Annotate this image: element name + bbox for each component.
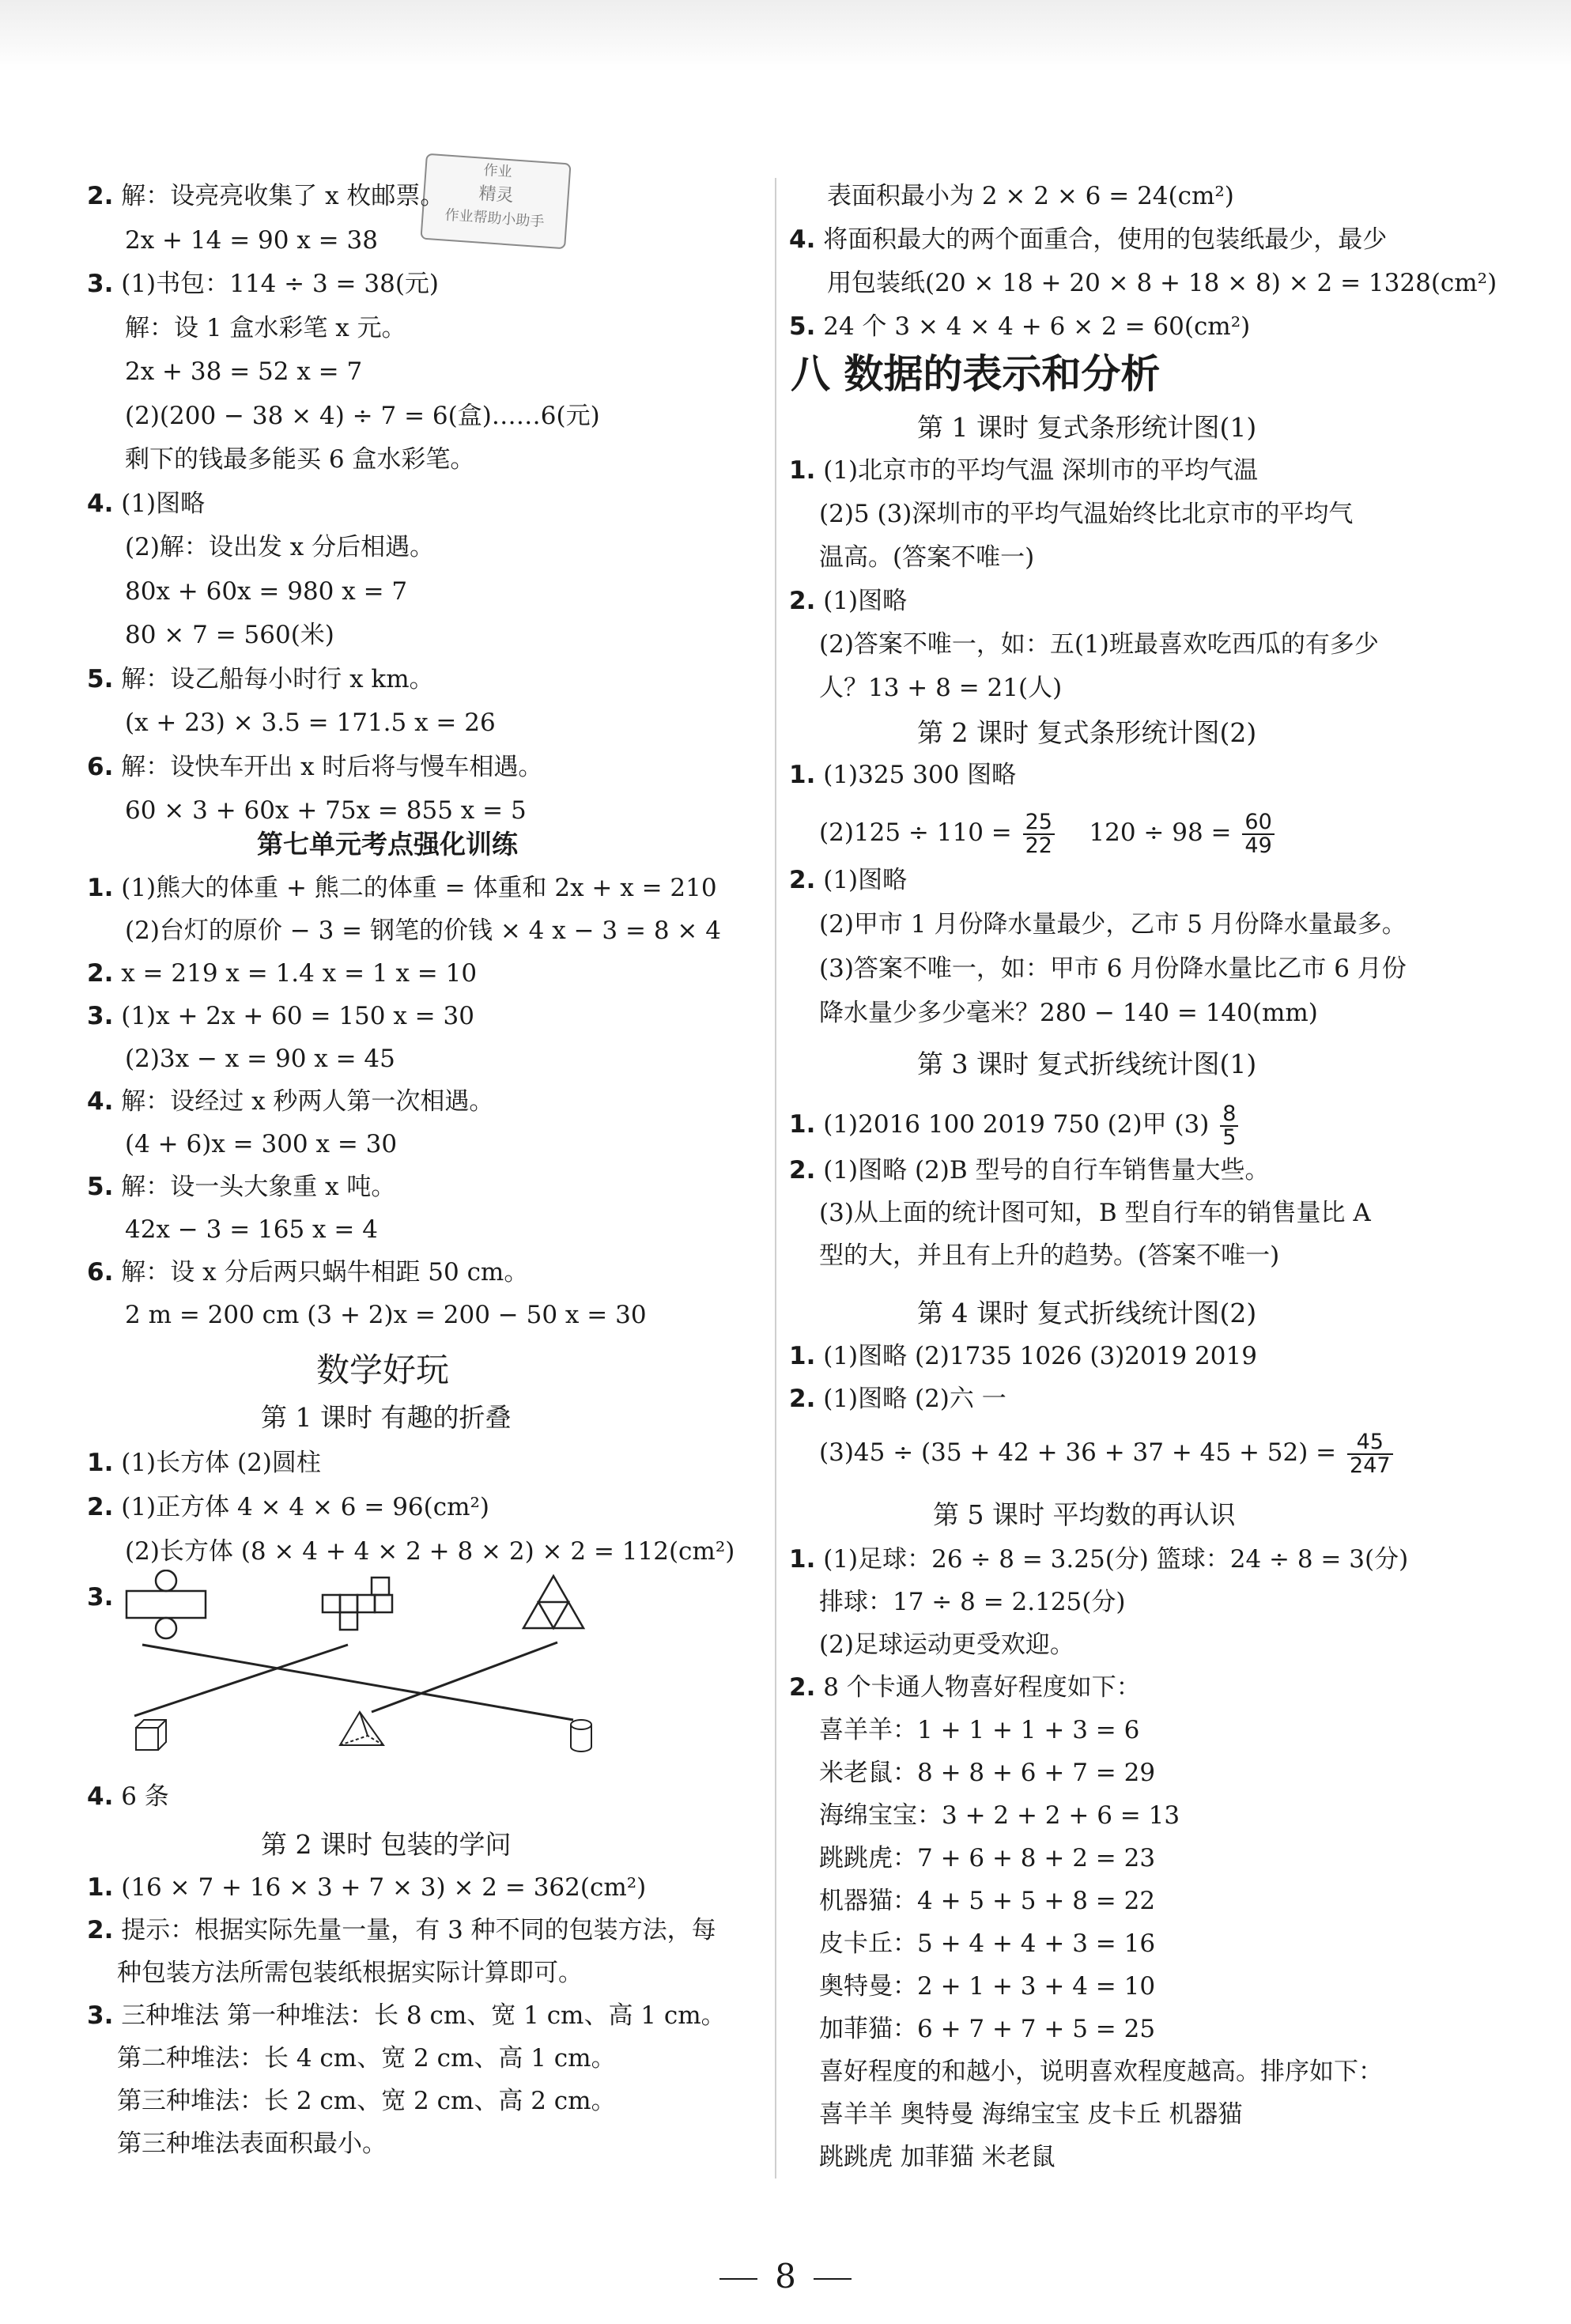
r-lesson1-title: 第 1 课时 复式条形统计图(1): [917, 412, 1257, 443]
answer-text: 人？13 + 8 = 21(人): [819, 674, 1063, 702]
answer-text: 42x − 3 = 165 x = 4: [125, 1215, 378, 1244]
answer-text: 解：设 1 盒水彩笔 x 元。: [125, 313, 406, 342]
answer-line: [819, 1971, 1155, 2002]
answer-line: [819, 2099, 1242, 2130]
question-number: 4.: [789, 225, 816, 254]
answer-text: 海绵宝宝：3 + 2 + 2 + 6 = 13: [819, 1801, 1180, 1830]
q3-label: 3.: [87, 1583, 114, 1612]
lesson1-title: 第 1 课时 有趣的折叠: [261, 1402, 512, 1433]
answer-text: (1)图略 (2)六 一: [823, 1385, 1006, 1413]
question-number: 1.: [789, 456, 816, 485]
answer-line: [827, 180, 1234, 212]
answer-line: [87, 180, 444, 212]
lesson2-title: 第 2 课时 包装的学问: [261, 1829, 512, 1860]
answer-line: [819, 1757, 1155, 1789]
question-number: 2.: [87, 959, 114, 988]
answer-line: [789, 224, 1387, 255]
r-lesson3-title: 第 3 课时 复式折线统计图(1): [917, 1049, 1257, 1079]
answer-text: 机器猫：4 + 5 + 5 + 8 = 22: [819, 1887, 1156, 1915]
answer-text: 剩下的钱最多能买 6 盒水彩笔。: [125, 445, 475, 474]
answer-line: [819, 1928, 1155, 1959]
answer-text: 24 个 3 × 4 × 4 + 6 × 2 = 60(cm²): [823, 312, 1251, 341]
answer-line: [125, 225, 378, 256]
question-number: 3.: [87, 1002, 114, 1030]
answer-text: 三种堆法 第一种堆法：长 8 cm、宽 1 cm、高 1 cm。: [121, 2001, 726, 2030]
answer-line: [819, 1629, 1074, 1661]
watermark-mid: 精灵: [478, 183, 515, 206]
answer-line: [819, 1240, 1279, 1272]
page-top-shading: [0, 0, 1571, 71]
answer-line: [789, 455, 1258, 486]
answer-line: [117, 2085, 616, 2117]
answer-text: (2)长方体 (8 × 4 + 4 × 2 + 8 × 2) × 2 = 112(cm²): [125, 1537, 735, 1566]
answer-text: 解：设亮亮收集了 x 枚邮票。: [121, 182, 445, 210]
cylinder-solid: [571, 1720, 591, 1752]
r-lesson2-title: 第 2 课时 复式条形统计图(2): [917, 717, 1257, 748]
answer-line: [789, 864, 907, 896]
r-lesson2-q1: 1. (1)325 300 图略: [789, 761, 1017, 789]
answer-text: (2)解：设出发 x 分后相遇。: [125, 533, 435, 561]
answer-text: 种包装方法所需包装纸根据实际计算即可。: [117, 1959, 583, 1987]
question-number: 1.: [87, 1873, 114, 1902]
answer-line: [819, 997, 1318, 1029]
footer-dash-left: [719, 2278, 757, 2280]
answer-line: [125, 1043, 395, 1075]
answer-text: 解：设快车开出 x 时后将与慢车相遇。: [121, 752, 543, 781]
answer-text: 80x + 60x = 980 x = 7: [125, 576, 408, 606]
fraction-8-5: $\frac{8}{5}$: [1220, 1103, 1238, 1149]
answer-text: 解：设乙船每小时行 x km。: [121, 664, 434, 693]
answer-text: 将面积最大的两个面重合，使用的包装纸最少，最少: [823, 225, 1388, 254]
answer-line: [819, 542, 1034, 573]
answer-line: [827, 267, 1497, 299]
answer-line: [87, 268, 439, 300]
answer-line: [117, 1957, 583, 1989]
answer-line: [819, 1800, 1180, 1831]
answer-text: (1)足球：26 ÷ 8 = 3.25(分) 篮球：24 ÷ 8 = 3(分): [823, 1545, 1409, 1574]
answer-line: [819, 1714, 1139, 1746]
answer-text: 第三种堆法：长 2 cm、宽 2 cm、高 2 cm。: [117, 2087, 616, 2115]
fraction-25-22: $\frac{25}{22}$: [1023, 811, 1055, 857]
chapter8-title: 八 数据的表示和分析: [791, 351, 1161, 397]
answer-line: [125, 795, 527, 826]
answer-text: 表面积最小为 2 × 2 × 6 = 24(cm²): [827, 182, 1234, 210]
answer-line: [819, 953, 1407, 984]
question-number: 1.: [87, 874, 114, 902]
answer-line: [819, 2056, 1383, 2088]
answer-line: [87, 1491, 489, 1523]
answer-text: 皮卡丘：5 + 4 + 4 + 3 = 16: [819, 1929, 1156, 1958]
question-number: 6.: [87, 752, 114, 781]
answer-text: 型的大，并且有上升的趋势。(答案不唯一): [819, 1241, 1280, 1270]
answer-text: 喜好程度的和越小，说明喜欢程度越高。排序如下：: [819, 2058, 1383, 2086]
question-number: 2.: [87, 1916, 114, 1944]
q4-line: 4. 6 条: [87, 1782, 169, 1811]
answer-line: [125, 915, 721, 947]
answer-line: [819, 1842, 1155, 1874]
answer-text: (1)书包：114 ÷ 3 = 38(元): [121, 270, 440, 298]
answer-text: 解：设一头大象重 x 吨。: [121, 1173, 396, 1201]
answer-text: 提示：根据实际先量一量，有 3 种不同的包装方法，每: [121, 1916, 716, 1944]
answer-text: (1)熊大的体重 + 熊二的体重 = 体重和 2x + x = 210: [121, 874, 717, 902]
answer-text: 喜羊羊 奥特曼 海绵宝宝 皮卡丘 机器猫: [819, 2100, 1243, 2129]
column-divider: [775, 178, 776, 2179]
question-number: 5.: [789, 312, 816, 341]
answer-text: 排球：17 ÷ 8 = 2.125(分): [819, 1588, 1126, 1616]
answer-line: [87, 1086, 493, 1117]
answer-text: (2)(200 − 38 × 4) ÷ 7 = 6(盒)……6(元): [125, 401, 600, 430]
page-number: 8: [775, 2257, 796, 2296]
cube-solid: [136, 1720, 166, 1750]
unit7-title: 第七单元考点强化训练: [257, 829, 518, 860]
answer-line: [789, 1672, 1141, 1703]
r-lesson4-title: 第 4 课时 复式折线统计图(2): [917, 1298, 1257, 1328]
question-number: 2.: [789, 587, 816, 615]
answer-line: [87, 1171, 395, 1203]
answer-line: [125, 356, 362, 387]
answer-text: (1)图略: [823, 866, 908, 894]
answer-text: 8 个卡通人物喜好程度如下：: [823, 1673, 1141, 1702]
answer-line: [87, 751, 542, 783]
answer-text: 加菲猫：6 + 7 + 7 + 5 = 25: [819, 2015, 1156, 2043]
answer-line: [125, 619, 334, 651]
answer-line: [789, 1544, 1408, 1575]
question-number: 2.: [789, 866, 816, 894]
answer-line: [125, 1128, 397, 1160]
answer-line: [87, 1914, 716, 1946]
answer-line: [789, 1154, 1270, 1186]
answer-text: 80 × 7 = 560(米): [125, 621, 334, 649]
fraction-60-49: $\frac{60}{49}$: [1242, 811, 1274, 857]
answer-line: [819, 672, 1062, 704]
answer-text: 米老鼠：8 + 8 + 6 + 7 = 29: [819, 1759, 1156, 1787]
question-number: 1.: [789, 1342, 816, 1370]
answer-text: (1)长方体 (2)圆柱: [121, 1449, 321, 1477]
answer-text: 2x + 14 = 90 x = 38: [125, 225, 378, 255]
answer-line: [125, 576, 407, 607]
question-number: 4.: [87, 489, 114, 518]
answer-line: [819, 1885, 1155, 1917]
answer-text: 2 m = 200 cm (3 + 2)x = 200 − 50 x = 30: [125, 1301, 647, 1329]
fun-title: 数学好玩: [316, 1351, 450, 1389]
question-number: 1.: [87, 1449, 114, 1477]
question-number: 5.: [87, 1173, 114, 1201]
answer-line: [87, 1256, 528, 1288]
answer-line: [87, 1000, 474, 1032]
match-line-1: [142, 1645, 573, 1720]
answer-line: [125, 1536, 735, 1567]
answer-text: 温高。(答案不唯一): [819, 543, 1035, 572]
answer-text: (1)图略: [823, 587, 908, 615]
answer-line: [125, 312, 406, 344]
answer-text: 用包装纸(20 × 18 + 20 × 8 + 18 × 8) × 2 = 1328(cm²): [827, 269, 1497, 297]
footer-dash-right: [814, 2278, 852, 2280]
fraction-45-247: $\frac{45}{247}$: [1347, 1431, 1393, 1477]
answer-text: (2)5 (3)深圳市的平均气温始终比北京市的平均气: [819, 500, 1354, 528]
cylinder-net: [127, 1570, 206, 1638]
answer-line: [87, 1447, 321, 1479]
answer-text: 跳跳虎：7 + 6 + 8 + 2 = 23: [819, 1844, 1156, 1872]
answer-line: [125, 707, 496, 739]
page-footer: [0, 2258, 1571, 2296]
answer-text: 奥特曼：2 + 1 + 3 + 4 = 10: [819, 1972, 1156, 2001]
answer-text: (4 + 6)x = 300 x = 30: [125, 1130, 398, 1158]
match-line-2: [134, 1645, 348, 1716]
r-lesson3-q1: 1. (1)2016 100 2019 750 (2)甲 (3) $\frac{8}{5}$: [789, 1101, 1241, 1149]
question-number: 6.: [87, 1258, 114, 1287]
answer-line: [819, 2141, 1056, 2173]
answer-text: 第三种堆法表面积最小。: [117, 2129, 387, 2158]
answer-text: (1)图略: [121, 489, 206, 518]
matching-diagram: [111, 1570, 601, 1759]
question-number: 1.: [789, 1545, 816, 1574]
answer-text: (2)3x − x = 90 x = 45: [125, 1045, 395, 1073]
answer-text: 降水量少多少毫米？280 − 140 = 140(mm): [819, 999, 1318, 1027]
answer-line: [117, 2128, 387, 2160]
answer-text: (2)答案不唯一，如：五(1)班最喜欢吃西瓜的有多少: [819, 630, 1379, 659]
answer-line: [789, 1383, 1006, 1415]
answer-line: [789, 311, 1250, 342]
answer-text: 解：设 x 分后两只蜗牛相距 50 cm。: [121, 1258, 529, 1287]
answer-text: (1)图略 (2)1735 1026 (3)2019 2019: [823, 1342, 1257, 1370]
question-number: 2.: [789, 1156, 816, 1185]
answer-line: [819, 1586, 1125, 1618]
answer-line: [87, 2000, 726, 2031]
r-lesson4-frac-line: (3)45 ÷ (35 + 42 + 36 + 37 + 45 + 52) = $\frac{45}{247}$: [819, 1425, 1396, 1480]
question-number: 2.: [789, 1673, 816, 1702]
answer-line: [87, 958, 477, 989]
tetrahedron-net: [523, 1576, 583, 1628]
question-number: 5.: [87, 664, 114, 693]
pyramid-solid: [340, 1712, 383, 1745]
question-number: 2.: [789, 1385, 816, 1413]
answer-text: x = 219 x = 1.4 x = 1 x = 10: [121, 959, 478, 988]
answer-line: [87, 1872, 646, 1903]
answer-text: (2)足球运动更受欢迎。: [819, 1631, 1074, 1659]
answer-text: 跳跳虎 加菲猫 米老鼠: [819, 2143, 1056, 2171]
answer-line: [819, 1197, 1371, 1229]
cube-net: [323, 1578, 392, 1630]
answer-text: (16 × 7 + 16 × 3 + 7 × 3) × 2 = 362(cm²): [121, 1873, 647, 1902]
question-number: 2.: [87, 1493, 114, 1521]
answer-text: (3)答案不唯一，如：甲市 6 月份降水量比乙市 6 月份: [819, 954, 1407, 983]
answer-line: [789, 585, 907, 617]
answer-line: [87, 488, 205, 520]
answer-text: (1)图略 (2)B 型号的自行车销售量大些。: [823, 1156, 1270, 1185]
answer-text: (3)从上面的统计图可知，B 型自行车的销售量比 A: [819, 1199, 1371, 1227]
answer-line: [125, 531, 434, 563]
answer-line: [125, 444, 474, 475]
answer-text: (1)正方体 4 × 4 × 6 = 96(cm²): [121, 1493, 490, 1521]
answer-line: [125, 1214, 378, 1245]
answer-line: [819, 629, 1379, 660]
question-number: 4.: [87, 1087, 114, 1116]
answer-text: (2)台灯的原价 − 3 = 钢笔的价钱 × 4 x − 3 = 8 × 4: [125, 916, 721, 945]
answer-line: [117, 2042, 616, 2074]
r-lesson5-title: 第 5 课时 平均数的再认识: [933, 1499, 1236, 1530]
answer-line: [819, 498, 1353, 530]
answer-text: 喜羊羊：1 + 1 + 1 + 3 = 6: [819, 1716, 1140, 1744]
answer-text: (1)x + 2x + 60 = 150 x = 30: [121, 1002, 474, 1030]
question-number: 3.: [87, 2001, 114, 2030]
r-lesson2-frac-line: (2)125 ÷ 110 = $\frac{25}{22}$ 120 ÷ 98 = $\frac{60}{49}$: [819, 805, 1278, 860]
answer-text: 第二种堆法：长 4 cm、宽 2 cm、高 1 cm。: [117, 2044, 616, 2073]
answer-line: [819, 2013, 1155, 2045]
answer-text: (1)北京市的平均气温 深圳市的平均气温: [823, 456, 1258, 485]
answer-line: [125, 400, 600, 432]
answer-line: [789, 1340, 1257, 1372]
watermark-bottom: 作业帮助小助手: [444, 206, 546, 231]
answer-text: (2)甲市 1 月份降水量最少，乙市 5 月份降水量最多。: [819, 910, 1407, 939]
watermark-top: 作业: [482, 161, 513, 181]
answer-text: 解：设经过 x 秒两人第一次相遇。: [121, 1087, 494, 1116]
answer-line: [819, 909, 1407, 940]
question-number: 2.: [87, 182, 114, 210]
answer-text: 60 × 3 + 60x + 75x = 855 x = 5: [125, 796, 527, 825]
answer-text: 2x + 38 = 52 x = 7: [125, 357, 363, 386]
answer-line: [125, 1299, 647, 1331]
answer-text: (x + 23) × 3.5 = 171.5 x = 26: [125, 709, 496, 737]
answer-line: [87, 663, 434, 695]
question-number: 3.: [87, 270, 114, 298]
answer-line: [87, 872, 717, 904]
